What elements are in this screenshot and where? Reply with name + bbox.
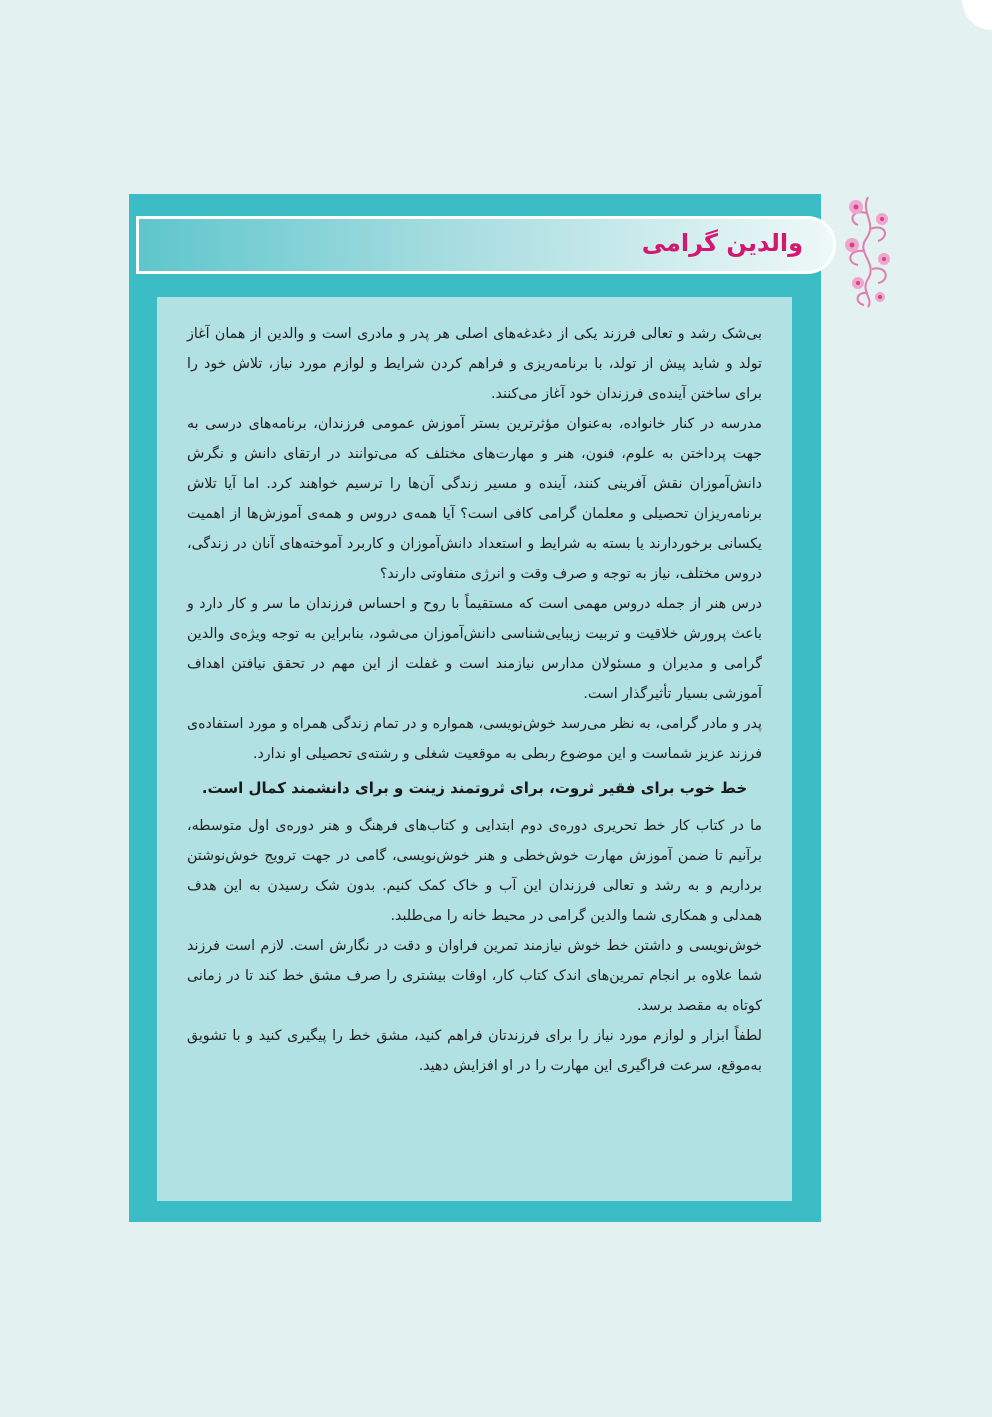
- text-panel: [157, 297, 792, 1201]
- paragraph-art: درس هنر از جمله دروس مهمی است که مستقیماً با روح و احساس فرزندان ما سر و کار دارد و باعث پرورش خلاقیت و تربیت زیبایی‌شناسی دانش‌آموزان می‌شود، بنابراین به توجه ویژه‌ی والدین گرامی و مدیران و مسئولان مدارس نیازمند است و غفلت از این مهم در تحقق نیافتن اهداف آموزشی بسیار تأثیرگذار است.: [187, 596, 762, 702]
- paragraph-request: لطفاً ابزار و لوازم مورد نیاز را برای فرزندتان فراهم کنید، مشق خط را پیگیری کنید و با تشویق به‌موقع، سرعت فراگیری این مهارت را در او افزایش دهید.: [187, 1028, 762, 1074]
- paragraph-practice: خوش‌نویسی و داشتن خط خوش نیازمند تمرین فراوان و دقت در نگارش است. لازم است فرزند شما علاوه بر انجام تمرین‌های اندک کتاب کار، اوقات بیشتری را صرف مشق خط کند تا در زمانی کوتاه به مقصد برسد.: [187, 938, 762, 1014]
- floral-ornament-icon: [838, 193, 896, 309]
- paragraph-parents: پدر و مادر گرامی، به نظر می‌رسد خوش‌نویسی، همواره و در تمام زندگی همراه و مورد استفاده‌ی فرزند عزیز شماست و این موضوع ربطی به موقعیت شغلی و رشته‌ی تحصیلی او ندارد.: [187, 716, 762, 762]
- title-bar: [136, 216, 836, 274]
- paragraph-intro: بی‌شک رشد و تعالی فرزند یکی از دغدغه‌های اصلی هر پدر و مادری است و والدین از همان آغاز تولد و شاید پیش از تولد، با برنامه‌ریزی و فراهم کردن شرایط و لوازم مورد نیاز، تلاش خود را برای ساختن آینده‌ی فرزندان خود آغاز می‌کنند.: [187, 326, 762, 402]
- calligraphy-quote: خط خوب برای فقیر ثروت، برای ثروتمند زینت و برای دانشمند کمال است.: [201, 779, 748, 797]
- paragraph-school: مدرسه در کنار خانواده، به‌عنوان مؤثرترین بستر آموزش عمومی فرزندان، برنامه‌های درسی به جهت پرداختن به علوم، فنون، هنر و مهارت‌های مختلف که می‌توانند در ارتقای دانش و نگرش دانش‌آموزان نقش آفرینی کنند، آینده و مسیر زندگی آن‌ها را ترسیم خواهند کرد. اما آیا تلاش برنامه‌ریزان تحصیلی و معلمان گرامی کافی است؟ آیا همه‌ی دروس و همه‌ی آموزش‌ها از اهمیت یکسانی برخوردارند یا بسته به شرایط و استعداد دانش‌آموزان و کاربرد آموخته‌های آنان در زندگی، دروس مختلف، نیاز به توجه و صرف وقت و انرژی متفاوتی دارند؟: [187, 416, 762, 582]
- paragraph-workbook: ما در کتاب کار خط تحریری دوره‌ی دوم ابتدایی و کتاب‌های فرهنگ و هنر دوره‌ی اول متوسطه، برآنیم تا ضمن آموزش مهارت خوش‌خطی و هنر خوش‌نویسی، گامی در جهت ترویج خوش‌نوشتن برداریم و به رشد و تعالی فرزندان این آب و خاک کمک کنیم. بدون شک رسیدن به این هدف همدلی و همکاری شما والدین گرامی در محیط خانه را می‌طلبد.: [187, 818, 762, 924]
- page-title: والدین گرامی: [641, 229, 803, 257]
